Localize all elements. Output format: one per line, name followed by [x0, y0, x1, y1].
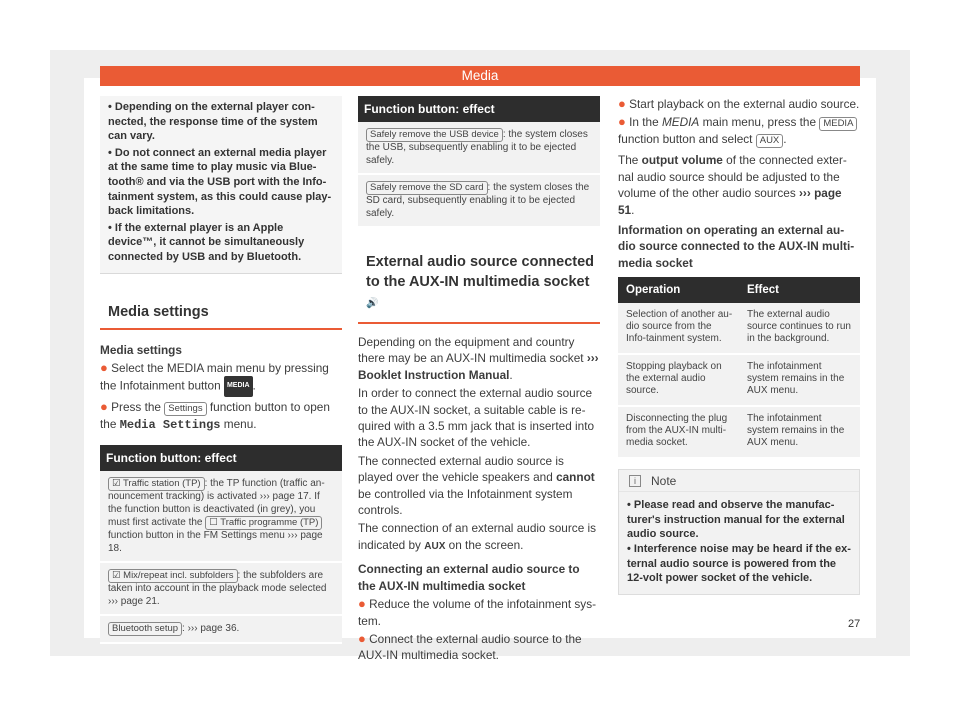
subheading: Media settings [100, 342, 182, 357]
warning-item: • Depending on the external player con-nected, the response time of the system can vary. [108, 101, 318, 143]
column-right [618, 96, 860, 595]
section-heading: Media settings [100, 304, 342, 330]
step-item: ● In the MEDIA main menu, press the MEDIA function button and select AUX . [618, 114, 860, 148]
checkbox-key: ☐ Traffic programme (TP) [205, 516, 322, 530]
function-table [100, 445, 342, 644]
function-key: Safely remove the USB device [366, 128, 503, 142]
operation-table [618, 277, 860, 459]
note-item: • Please read and observe the manufac-turer's instruction manual for the external audio source. [627, 499, 845, 541]
subheading: Connecting an external audio source to the AUX-IN multimedia socket [358, 562, 580, 593]
section-heading: External audio source connected to the AUX-IN multimedia socket 🔊 [358, 252, 600, 324]
function-key: Bluetooth setup [108, 622, 182, 636]
table-header: Effect [739, 277, 860, 303]
media-button: MEDIA [224, 376, 253, 396]
settings-button: Settings [164, 402, 206, 416]
checkbox-key: ☑ Mix/repeat incl. subfolders [108, 569, 238, 583]
body-text: Depending on the equipment and country there may be an AUX-IN multimedia socket ››› Booklet Instruction Manual. In order to connect the external audio source to the AUX-IN socket, a suitable cable is re-quired with a 3.5 mm jack that is inserted into the AUX-IN socket of the vehicle. The connected external audio source is played over the vehicle speakers and cannot be controlled via the Infotainment system controls. The connection of an external audio source is indicated by AUX on the screen. Connecting an external audio source to the AUX-IN multimedia socket ● Reduce the volume of the infotainment sys-tem. ● Connect the external audio source to the AUX-IN multimedia socket. [358, 335, 599, 663]
body-text [100, 342, 342, 434]
step-item: ● Select the MEDIA main menu by pressing the Infotainment button MEDIA . [100, 360, 342, 397]
info-icon: i [629, 475, 641, 487]
note-item: • Interference noise may be heard if the ex-ternal audio source is powered from the 12-volt power socket of the vehicle. [627, 543, 851, 585]
note-body [619, 492, 859, 594]
table-row: Stopping playback on the external audio source. The infotainment system remains in the AUX menu. [618, 354, 860, 406]
warning-box [100, 96, 342, 274]
table-header: Function button: effect [358, 96, 600, 122]
table-header: Operation [618, 277, 739, 303]
table-row: Selection of another au-dio source from the Info-tainment system. The external audio source continues to run in the background. [618, 303, 860, 354]
step-item: ● Press the Settings function button to open the Media Settings menu. [100, 398, 330, 432]
note-box [618, 469, 860, 595]
checkbox-key: ☑ Traffic station (TP) [108, 477, 205, 491]
table-row: Safely remove the SD card : the system closes the SD card, subsequently enabling it to be ejected safely. [358, 175, 600, 228]
media-button: MEDIA [819, 117, 857, 131]
table-row: Bluetooth setup : ››› page 36. [100, 616, 342, 644]
warning-item: • If the external player is an Apple device™, it cannot be simultaneously connected by USB and by Bluetooth. [108, 221, 305, 263]
page-number: 27 [848, 618, 861, 630]
audio-icon: 🔊 [366, 298, 379, 309]
note-header: i Note [619, 470, 859, 492]
step-item: ● Connect the external audio source to the AUX-IN multimedia socket. [358, 630, 582, 663]
warning-item: • Do not connect an external media player at the same time to play music via Blue-tooth® and via the USB port with the Info-tainment system, as this could cause play-back limitations. [108, 146, 332, 218]
subheading: Information on operating an external au-dio source connected to the AUX-IN multi-media socket [618, 223, 855, 270]
aux-button: AUX [756, 134, 784, 148]
function-key: Safely remove the SD card [366, 181, 488, 195]
table-row: Disconnecting the plug from the AUX-IN multi-media socket. The infotainment system remains in the AUX menu. [618, 406, 860, 458]
function-table [358, 96, 600, 228]
column-middle [358, 96, 600, 666]
column-left [100, 96, 342, 644]
step-item: ● Reduce the volume of the infotainment sys-tem. [358, 596, 597, 628]
table-header: Function button: effect [100, 445, 342, 471]
table-row: Safely remove the USB device : the system closes the USB, subsequently enabling it to be ejected safely. [358, 122, 600, 175]
step-item: ● Start playback on the external audio source. [618, 96, 860, 111]
table-row: ☑ Traffic station (TP) : the TP function (traffic an-nouncement tracking) is activated ››› page 17. If the function button is deactivated (in grey), you must first activate the ☐ Traffic programme (TP) function button in the FM Settings menu ››› page 18. [100, 471, 342, 563]
body-text: ● Start playback on the external audio source. ● In the MEDIA main menu, press the MEDIA function button and select AUX . The output volume of the connected exter-nal audio source should be adjusted to the volume of the other audio sources ››› page 51. Information on operating an external au-dio source connected to the AUX-IN multi-media socket [618, 96, 860, 270]
page-header: Media [100, 66, 860, 86]
table-row: ☑ Mix/repeat incl. subfolders : the subfolders are taken into account in the playback mode selected ››› page 21. [100, 563, 342, 616]
